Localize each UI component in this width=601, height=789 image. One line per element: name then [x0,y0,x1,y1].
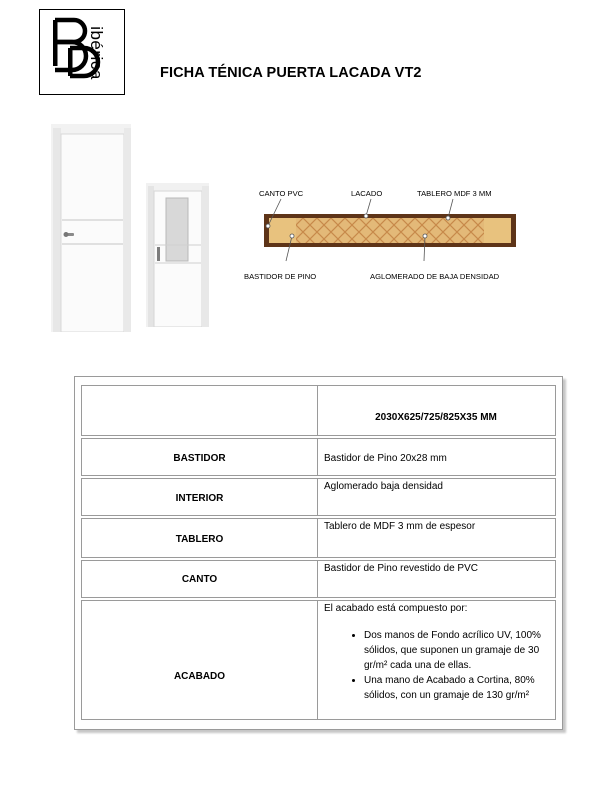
table-row [81,438,556,476]
row-value-bastidor: Bastidor de Pino 20x28 mm [324,453,447,464]
table-row [81,560,556,598]
table-row [81,518,556,558]
acabado-list [324,628,549,703]
row-value-tablero: Tablero de MDF 3 mm de espesor [324,521,476,532]
table-row [81,478,556,516]
row-label-tablero: TABLERO [175,534,224,545]
table-header-row [81,385,556,436]
brand-logo-icon [40,10,126,96]
list-item: • Dos manos de Fondo acrílico UV, 100% sólidos, que suponen un gramaje de 30 gr/m² cada una de ellas. [364,628,549,673]
row-label-bastidor: BASTIDOR [173,453,226,464]
label-bastidor: BASTIDOR DE PINO [244,272,317,281]
spec-table [74,376,563,730]
row-label-acabado: ACABADO [173,671,226,682]
header-value-cell [317,386,555,435]
label-aglomerado: AGLOMERADO DE BAJA DENSIDAD [370,272,500,281]
cross-section-diagram [240,183,530,283]
door-plain-image [51,124,131,332]
label-tablero: TABLERO MDF 3 MM [417,189,492,198]
row-value-canto: Bastidor de Pino revestido de PVC [324,563,478,574]
row-label-interior: INTERIOR [175,493,224,504]
dimensions-value: 2030X625/725/825X35 MM [375,412,497,423]
row-value-interior: Aglomerado baja densidad [324,481,443,492]
header-label-cell [82,386,318,435]
page-title: FICHA TÉNICA PUERTA LACADA VT2 [160,65,422,81]
row-value-acabado [317,601,555,719]
label-canto-pvc: CANTO PVC [259,189,304,198]
door-glass-image [146,183,209,327]
acabado-intro: El acabado está compuesto por: [324,603,468,614]
table-row [81,600,556,720]
logo-text: ibérica [87,26,106,80]
brand-logo [39,9,125,95]
label-lacado: LACADO [351,189,383,198]
list-item: • Una mano de Acabado a Cortina, 80% sólidos, con un gramaje de 130 gr/m² [364,673,549,703]
row-label-canto: CANTO [181,574,218,585]
